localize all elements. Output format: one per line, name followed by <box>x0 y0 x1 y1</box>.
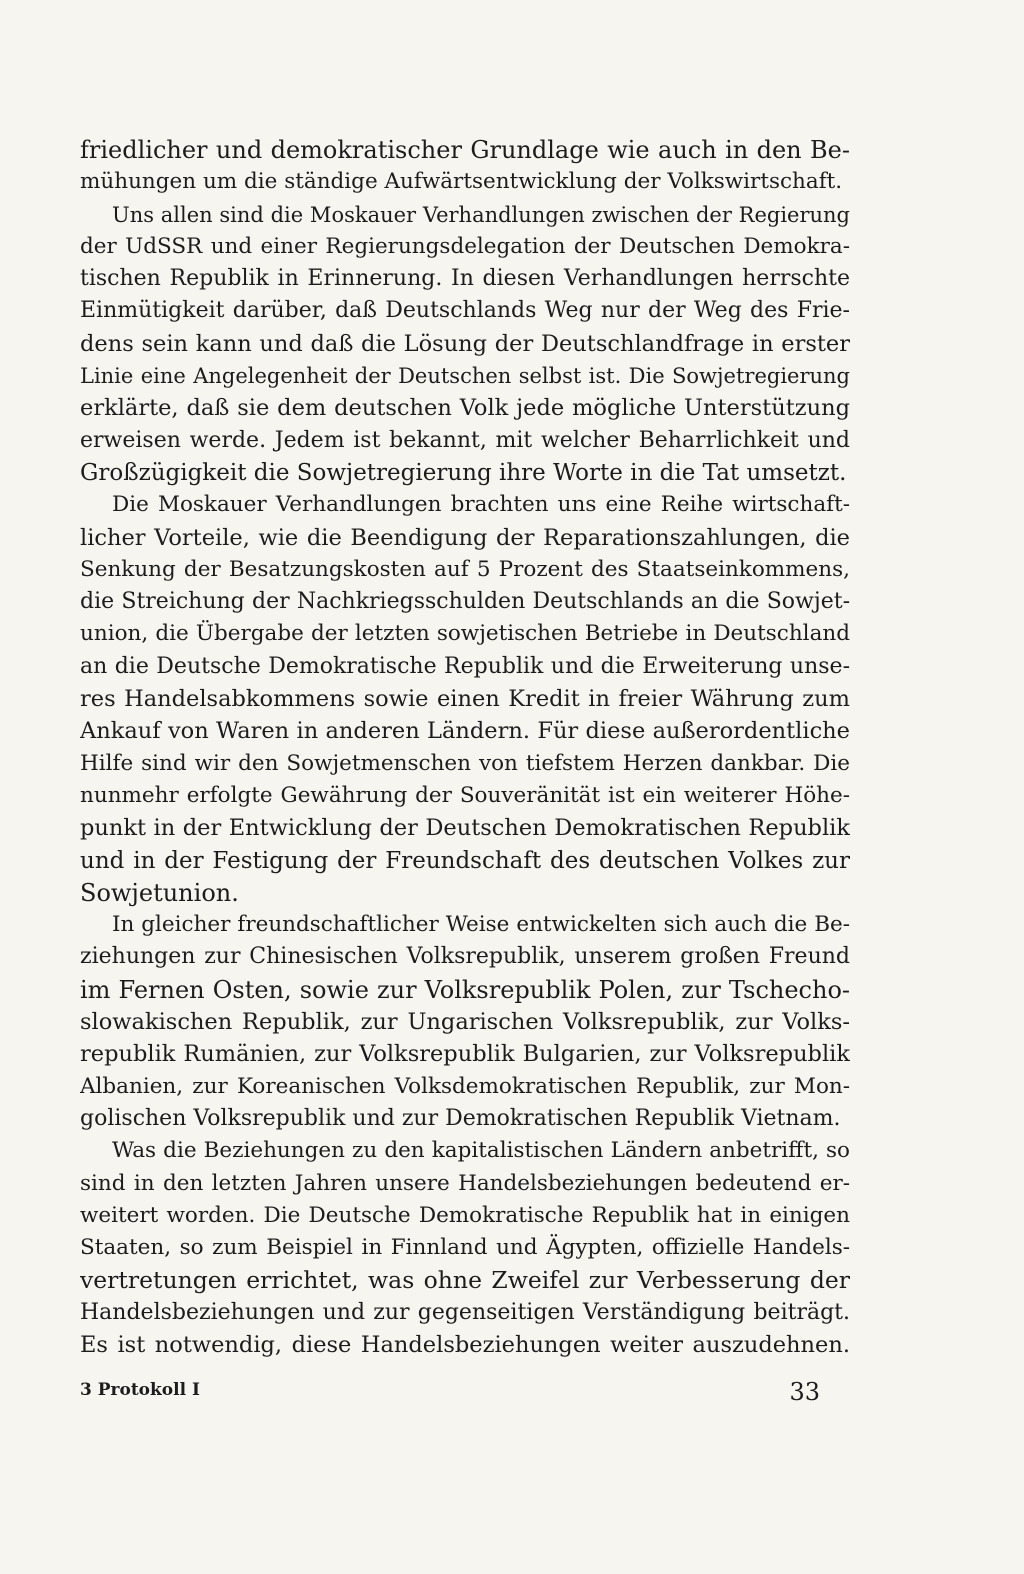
text-line: Die Moskauer Verhandlungen brachten uns eine Reihe wirtschaft- <box>112 492 850 518</box>
text-line: Sowjetunion. <box>80 878 239 907</box>
text-line: Handelsbeziehungen und zur gegenseitigen Verständigung beiträgt. <box>80 1299 850 1325</box>
text-line: Senkung der Besatzungskosten auf 5 Prozent des Staatseinkommens, <box>80 556 850 582</box>
text-line: tischen Republik in Erinnerung. In diesen Verhandlungen herrschte <box>80 266 850 292</box>
text-line: slowakischen Republik, zur Ungarischen Volksrepublik, zur Volks- <box>80 1009 850 1036</box>
text-line: an die Deutsche Demokratische Republik und die Erweiterung unse- <box>80 653 850 679</box>
text-line: friedlicher und demokratischer Grundlage wie auch in den Be- <box>80 136 850 164</box>
text-line: nunmehr erfolgte Gewährung der Souveränität ist ein weiterer Höhe- <box>80 782 850 808</box>
text-line: Albanien, zur Koreanischen Volksdemokratischen Republik, zur Mon- <box>80 1073 850 1099</box>
text-line: vertretungen errichtet, was ohne Zweifel zur Verbesserung der <box>80 1266 850 1295</box>
printer-signature: 3 Protokoll I <box>80 1380 200 1400</box>
paragraph <box>80 909 850 1135</box>
text-line: im Fernen Osten, sowie zur Volksrepublik Polen, zur Tschecho- <box>80 975 850 1004</box>
text-line: dens sein kann und daß die Lösung der Deutschlandfrage in erster <box>80 330 850 357</box>
text-line: die Streichung der Nachkriegsschulden Deutschlands an die Sowjet- <box>80 589 850 615</box>
paragraph <box>80 1135 850 1361</box>
text-line: Was die Beziehungen zu den kapitalistischen Ländern anbetrifft, so <box>112 1138 850 1164</box>
text-line: erklärte, daß sie dem deutschen Volk jede mögliche Unterstützung <box>80 395 850 422</box>
text-line: licher Vorteile, wie die Beendigung der Reparationszahlungen, die <box>80 524 850 551</box>
text-line: republik Rumänien, zur Volksrepublik Bulgarien, zur Volksrepublik <box>80 1041 850 1068</box>
page-number: 33 <box>789 1378 820 1406</box>
text-line: mühungen um die ständige Aufwärtsentwicklung der Volkswirtschaft. <box>80 169 843 195</box>
text-line: punkt in der Entwicklung der Deutschen Demokratischen Republik <box>80 815 850 842</box>
text-line: Einmütigkeit darüber, daß Deutschlands Weg nur der Weg des Frie- <box>80 298 850 324</box>
text-line: weitert worden. Die Deutsche Demokratische Republik hat in einigen <box>80 1202 850 1228</box>
paragraph <box>80 489 850 909</box>
text-line: Uns allen sind die Moskauer Verhandlungen zwischen der Regierung <box>112 202 850 227</box>
text-line: Es ist notwendig, diese Handelsbeziehungen weiter auszudehnen. <box>80 1331 850 1358</box>
text-line: ziehungen zur Chinesischen Volksrepublik, unserem großen Freund <box>80 944 850 970</box>
text-line: Ankauf von Waren in anderen Ländern. Für diese außerordentliche <box>80 718 850 745</box>
text-line: Linie eine Angelegenheit der Deutschen selbst ist. Die Sowjetregierung <box>80 364 850 389</box>
text-line: res Handelsabkommens sowie einen Kredit in freier Währung zum <box>80 686 850 713</box>
text-line: golischen Volksrepublik und zur Demokratischen Republik Vietnam. <box>80 1105 841 1131</box>
text-line: Staaten, so zum Beispiel in Finnland und Ägypten, offizielle Handels- <box>80 1235 850 1261</box>
text-line: Großzügigkeit die Sowjetregierung ihre Worte in die Tat umsetzt. <box>80 459 847 486</box>
text-line: und in der Festigung der Freundschaft des deutschen Volkes zur <box>80 847 850 874</box>
text-line: union, die Übergabe der letzten sowjetischen Betriebe in Deutschland <box>80 621 850 647</box>
body-text <box>80 134 850 1361</box>
text-line: Hilfe sind wir den Sowjetmenschen von tiefstem Herzen dankbar. Die <box>80 750 850 776</box>
text-line: erweisen werde. Jedem ist bekannt, mit welcher Beharrlichkeit und <box>80 427 850 453</box>
text-line: In gleicher freundschaftlicher Weise entwickelten sich auch die Be- <box>112 912 850 938</box>
paragraph <box>80 134 850 199</box>
text-line: der UdSSR und einer Regierungsdelegation der Deutschen Demokra- <box>80 233 850 259</box>
paragraph <box>80 199 850 490</box>
text-line: sind in den letzten Jahren unsere Handelsbeziehungen bedeutend er- <box>80 1170 850 1196</box>
page-footer <box>80 1378 850 1418</box>
